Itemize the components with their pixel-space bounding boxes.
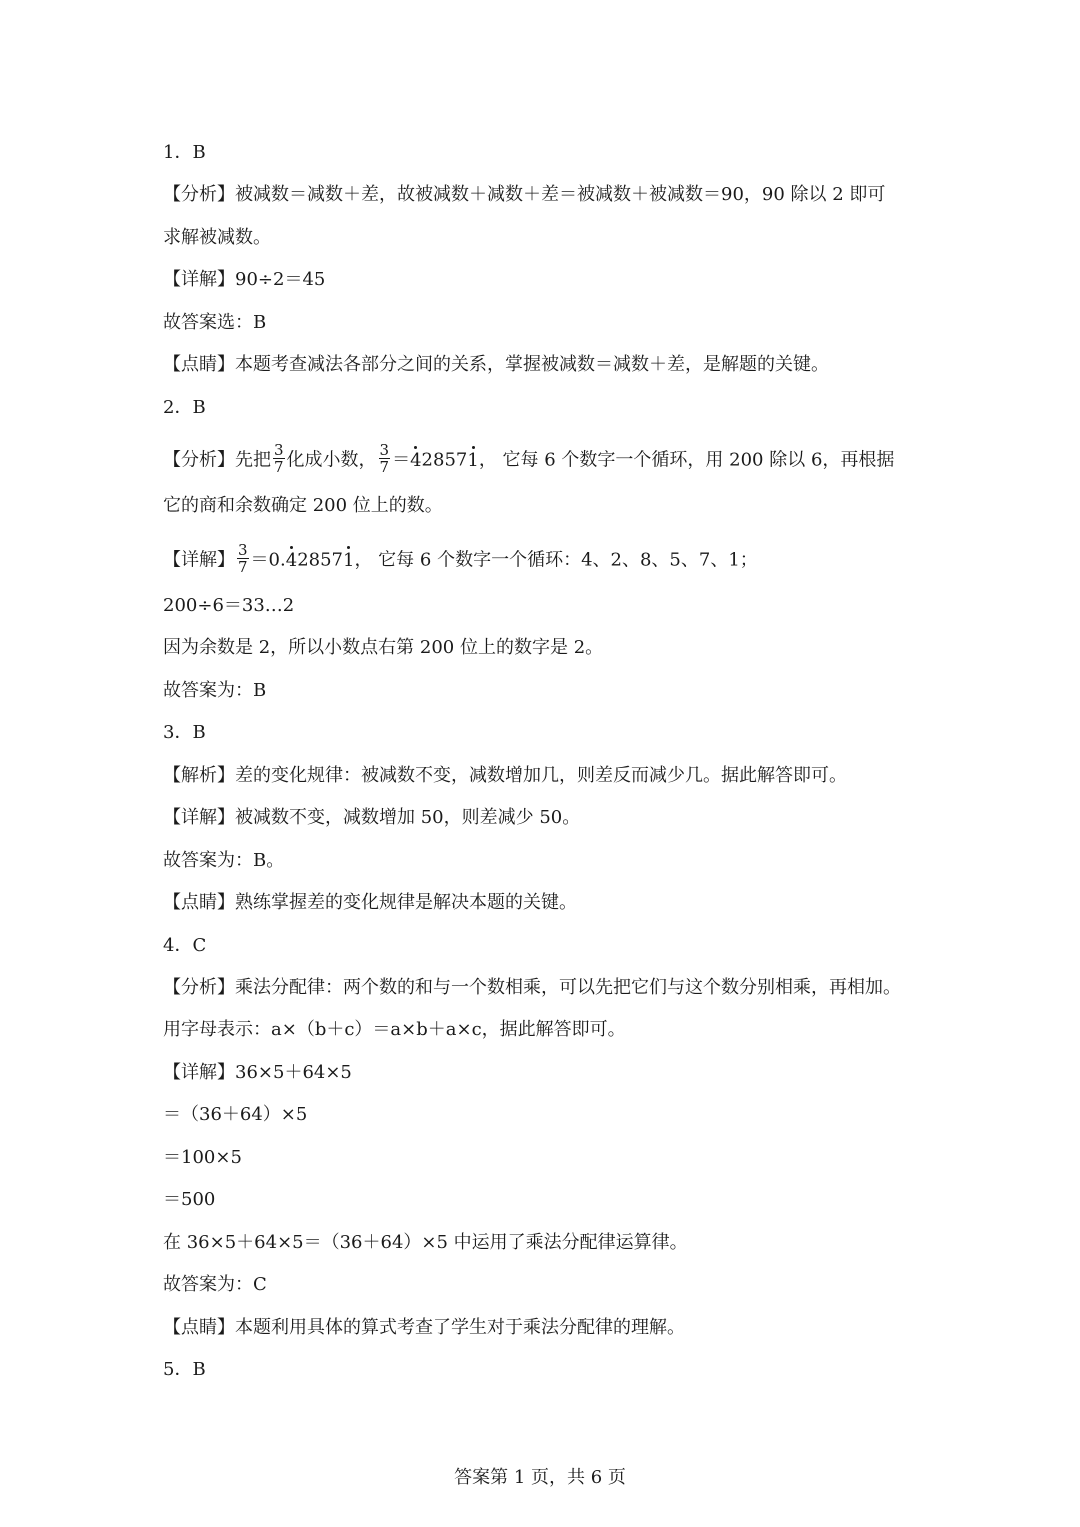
q4-analysis-cont: 用字母表示：a×（b＋c）＝a×b＋a×c，据此解答即可。 — [163, 1019, 626, 1040]
q2-title: 2．B — [163, 397, 206, 418]
q2-analysis-pre: 先把 — [235, 449, 271, 471]
page-footer: 答案第 1 页，共 6 页 — [454, 1467, 626, 1488]
q4-comment-text: 本题利用具体的算式考查了学生对于乘法分配律的理解。 — [235, 1317, 685, 1338]
q4-analysis — [163, 976, 901, 1000]
q4-comment-label: 【点睛】 — [163, 1317, 235, 1338]
q1-title: 1．B — [163, 142, 206, 163]
q2-reason: 因为余数是 2，所以小数点右第 200 位上的数字是 2。 — [163, 637, 604, 658]
q2-fraction-2-denominator: 7 — [379, 458, 390, 476]
q2-detail-repeat-first-digit: 4 — [285, 549, 298, 571]
q2-detail-fraction — [237, 542, 249, 575]
q2-fraction-2-numerator: 3 — [379, 441, 390, 459]
q4-conclusion: 在 36×5＋64×5＝（36＋64）×5 中运用了乘法分配律运算律。 — [163, 1232, 688, 1253]
q2-detail-repeat-last-digit: 1 — [343, 549, 355, 571]
q3-analysis-text: 差的变化规律：被减数不变，减数增加几，则差反而减少几。据此解答即可。 — [235, 765, 847, 786]
q4-answer: 故答案为：C — [163, 1274, 267, 1295]
q2-fraction-numerator: 3 — [274, 441, 284, 459]
q2-repeat-first-digit: 4 — [410, 449, 422, 471]
q3-analysis — [163, 764, 847, 788]
q2-fraction-denominator: 7 — [274, 458, 284, 476]
q1-answer: 故答案选：B — [163, 312, 267, 333]
q4-comment — [163, 1316, 685, 1340]
q4-detail — [163, 1061, 352, 1085]
q3-analysis-label: 【解析】 — [163, 765, 235, 786]
q1-detail-text: 90÷2＝45 — [235, 269, 326, 290]
q4-step-3: ＝500 — [163, 1189, 216, 1210]
q3-comment — [163, 891, 577, 915]
q2-detail-eq: ＝0. — [250, 549, 286, 571]
q2-detail — [163, 541, 758, 577]
q4-analysis-label: 【分析】 — [163, 977, 235, 998]
q2-detail-post: ， 它每 6 个数字一个循环：4、2、8、5、7、1； — [354, 549, 758, 571]
q2-analysis-mid: 化成小数， — [286, 449, 377, 471]
q2-repeat-middle-digits: 2857 — [421, 449, 468, 471]
q4-analysis-text: 乘法分配律：两个数的和与一个数相乘，可以先把它们与这个数分别相乘，再相加。 — [235, 977, 901, 998]
q2-fraction-2 — [379, 442, 391, 475]
q2-analysis-cont: 它的商和余数确定 200 位上的数。 — [163, 495, 443, 516]
q3-detail-text: 被减数不变，减数增加 50，则差减少 50。 — [235, 807, 581, 828]
q2-analysis-post: ， 它每 6 个数字一个循环，用 200 除以 6，再根据 — [478, 449, 895, 471]
q2-detail-repeat-middle-digits: 2857 — [297, 549, 343, 571]
q4-title: 4．C — [163, 935, 207, 956]
q2-fraction — [273, 442, 285, 475]
q2-analysis-eq: ＝ — [392, 449, 411, 471]
q3-title: 3．B — [163, 722, 206, 743]
q3-detail-label: 【详解】 — [163, 807, 235, 828]
q1-detail — [163, 268, 325, 292]
q1-analysis-cont: 求解被减数。 — [163, 227, 271, 248]
q2-answer: 故答案为：B — [163, 680, 267, 701]
q2-detail-fraction-numerator: 3 — [238, 541, 248, 559]
q1-comment-label: 【点睛】 — [163, 354, 235, 375]
q4-step-2: ＝100×5 — [163, 1147, 242, 1168]
q2-analysis-label: 【分析】 — [163, 449, 235, 471]
q2-detail-label: 【详解】 — [163, 549, 235, 571]
q3-answer: 故答案为：B。 — [163, 850, 285, 871]
q1-comment — [163, 353, 829, 377]
q2-calc: 200÷6＝33…2 — [163, 595, 295, 616]
q1-comment-text: 本题考查减法各部分之间的关系，掌握被减数＝减数＋差，是解题的关键。 — [235, 354, 829, 375]
q4-detail-text: 36×5＋64×5 — [235, 1062, 352, 1083]
q4-step-1: ＝（36＋64）×5 — [163, 1104, 308, 1125]
q1-detail-label: 【详解】 — [163, 269, 235, 290]
q2-repeat-last-digit: 1 — [467, 449, 479, 471]
q1-analysis-text: 被减数＝减数＋差，故被减数＋减数＋差＝被减数＋被减数＝90，90 除以 2 即可 — [235, 184, 886, 205]
q4-detail-label: 【详解】 — [163, 1062, 235, 1083]
q3-comment-text: 熟练掌握差的变化规律是解决本题的关键。 — [235, 892, 577, 913]
q1-analysis-label: 【分析】 — [163, 184, 235, 205]
q1-analysis — [163, 183, 885, 207]
q3-comment-label: 【点睛】 — [163, 892, 235, 913]
q2-analysis — [163, 441, 895, 477]
q3-detail — [163, 806, 580, 830]
q5-title: 5．B — [163, 1359, 206, 1380]
q2-detail-fraction-denominator: 7 — [238, 558, 248, 576]
